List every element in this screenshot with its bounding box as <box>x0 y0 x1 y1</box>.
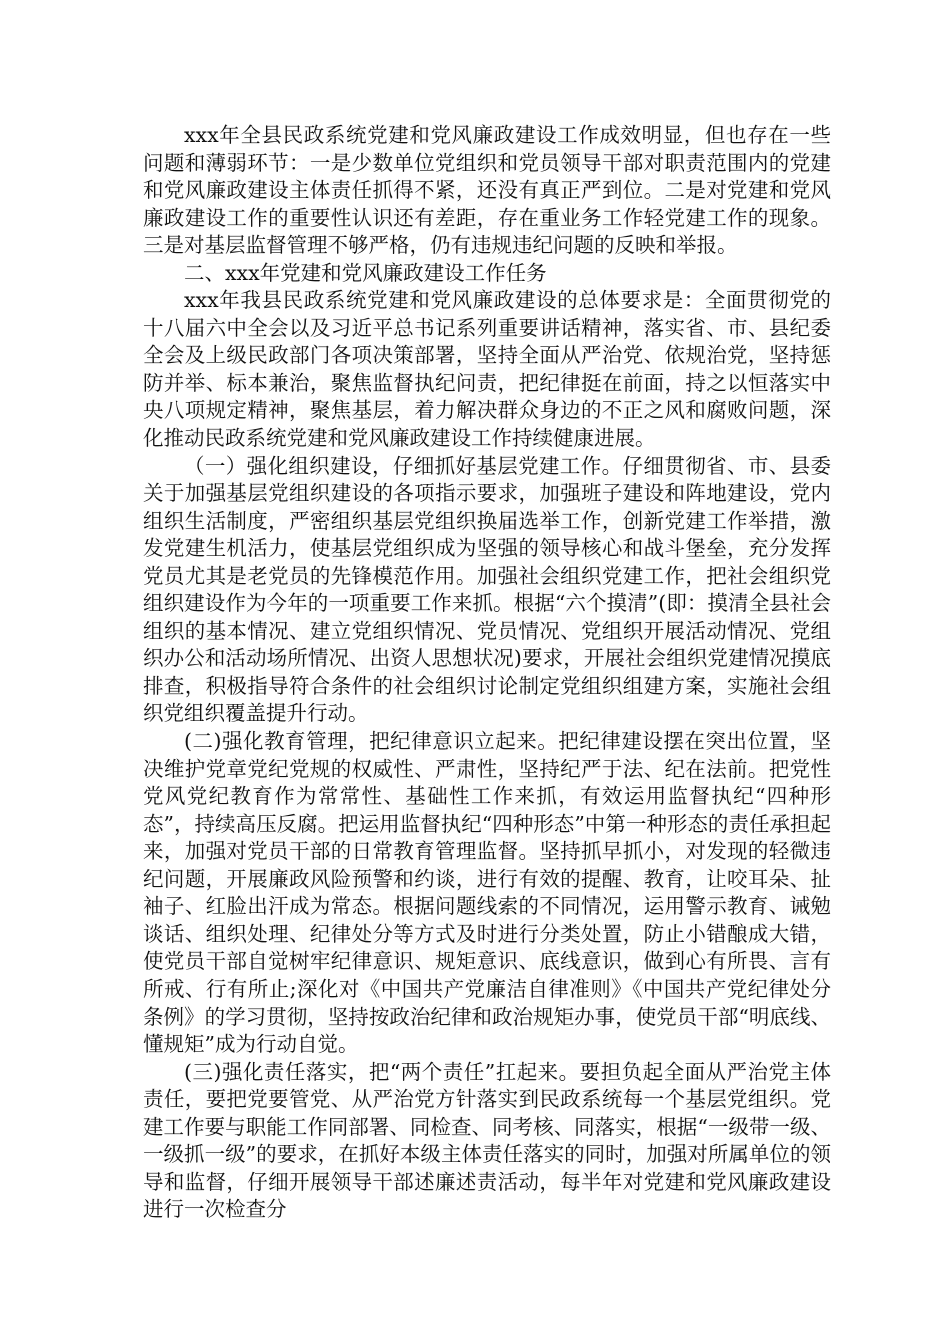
paragraph-problems: xxx年全县民政系统党建和党风廉政建设工作成效明显，但也存在一些问题和薄弱环节：一是少数单位党组织和党员领导干部对职责范围内的党建和党风廉政建设主体责任抓得不紧，还没有真正严到位。二是对党建和党风廉政建设工作的重要性认识还有差距，存在重业务工作轻党建工作的现象。三是对基层监督管理不够严格，仍有违规违纪问题的反映和举报。 <box>143 123 831 258</box>
paragraph-overall-requirements: xxx年我县民政系统党建和党风廉政建设的总体要求是：全面贯彻党的十八届六中全会以及习近平总书记系列重要讲话精神，落实省、市、县纪委全会及上级民政部门各项决策部署，坚持全面从严治党、依规治党，坚持惩防并举、标本兼治，聚焦监督执纪问责，把纪律挺在前面，持之以恒落实中央八项规定精神，聚焦基层，着力解决群众身边的不正之风和腐败问题，深化推动民政系统党建和党风廉政建设工作持续健康进展。 <box>143 288 831 451</box>
section-heading-tasks: 二、xxx年党建和党风廉政建设工作任务 <box>184 260 547 285</box>
paragraph-organization-building: （一）强化组织建设，仔细抓好基层党建工作。仔细贯彻省、市、县委关于加强基层党组织建设的各项指示要求，加强班子建设和阵地建设，党内组织生活制度，严密组织基层党组织换届选举工作，创新党建工作举措，激发党建生机活力，使基层党组织成为坚强的领导核心和战斗堡垒，充分发挥党员尤其是老党员的先锋模范作用。加强社会组织党建工作，把社会组织党组织建设作为今年的一项重要工作来抓。根据“六个摸清”(即：摸清全县社会组织的基本情况、建立党组织情况、党员情况、党组织开展活动情况、党组织办公和活动场所情况、出资人思想状况)要求，开展社会组织党建情况摸底排查，积极指导符合条件的社会组织讨论制定党组织组建方案，实施社会组织党组织覆盖提升行动。 <box>143 453 831 726</box>
document-body <box>143 122 831 1224</box>
paragraph-education-management: (二)强化教育管理，把纪律意识立起来。把纪律建设摆在突出位置，坚决维护党章党纪党规的权威性、严肃性，坚持纪严于法、纪在法前。把党性党风党纪教育作为常常性、基础性工作来抓，有效运用监督执纪“四种形态”，持续高压反腐。把运用监督执纪“四种形态”中第一种形态的责任承担起来，加强对党员干部的日常教育管理监督。坚持抓早抓小，对发现的轻微违纪问题，开展廉政风险预警和约谈，进行有效的提醒、教育，让咬耳朵、扯袖子、红脸出汗成为常态。根据问题线索的不同情况，运用警示教育、诫勉谈话、组织处理、纪律处分等方式及时进行分类处置，防止小错酿成大错，使党员干部自觉树牢纪律意识、规矩意识、底线意识，做到心有所畏、言有所戒、行有所止;深化对《中国共产党廉洁自律准则》《中国共产党纪律处分条例》的学习贯彻，坚持按政治纪律和政治规矩办事，使党员干部“明底线、懂规矩”成为行动自觉。 <box>143 729 831 1057</box>
paragraph-responsibility: (三)强化责任落实，把“两个责任”扛起来。要担负起全面从严治党主体责任，要把党要管党、从严治党方针落实到民政系统每一个基层党组织。党建工作要与职能工作同部署、同检查、同考核、同落实，根据“一级带一级、一级抓一级”的要求，在抓好本级主体责任落实的同时，加强对所属单位的领导和监督，仔细开展领导干部述廉述责活动，每半年对党建和党风廉政建设进行一次检查分 <box>143 1059 831 1222</box>
